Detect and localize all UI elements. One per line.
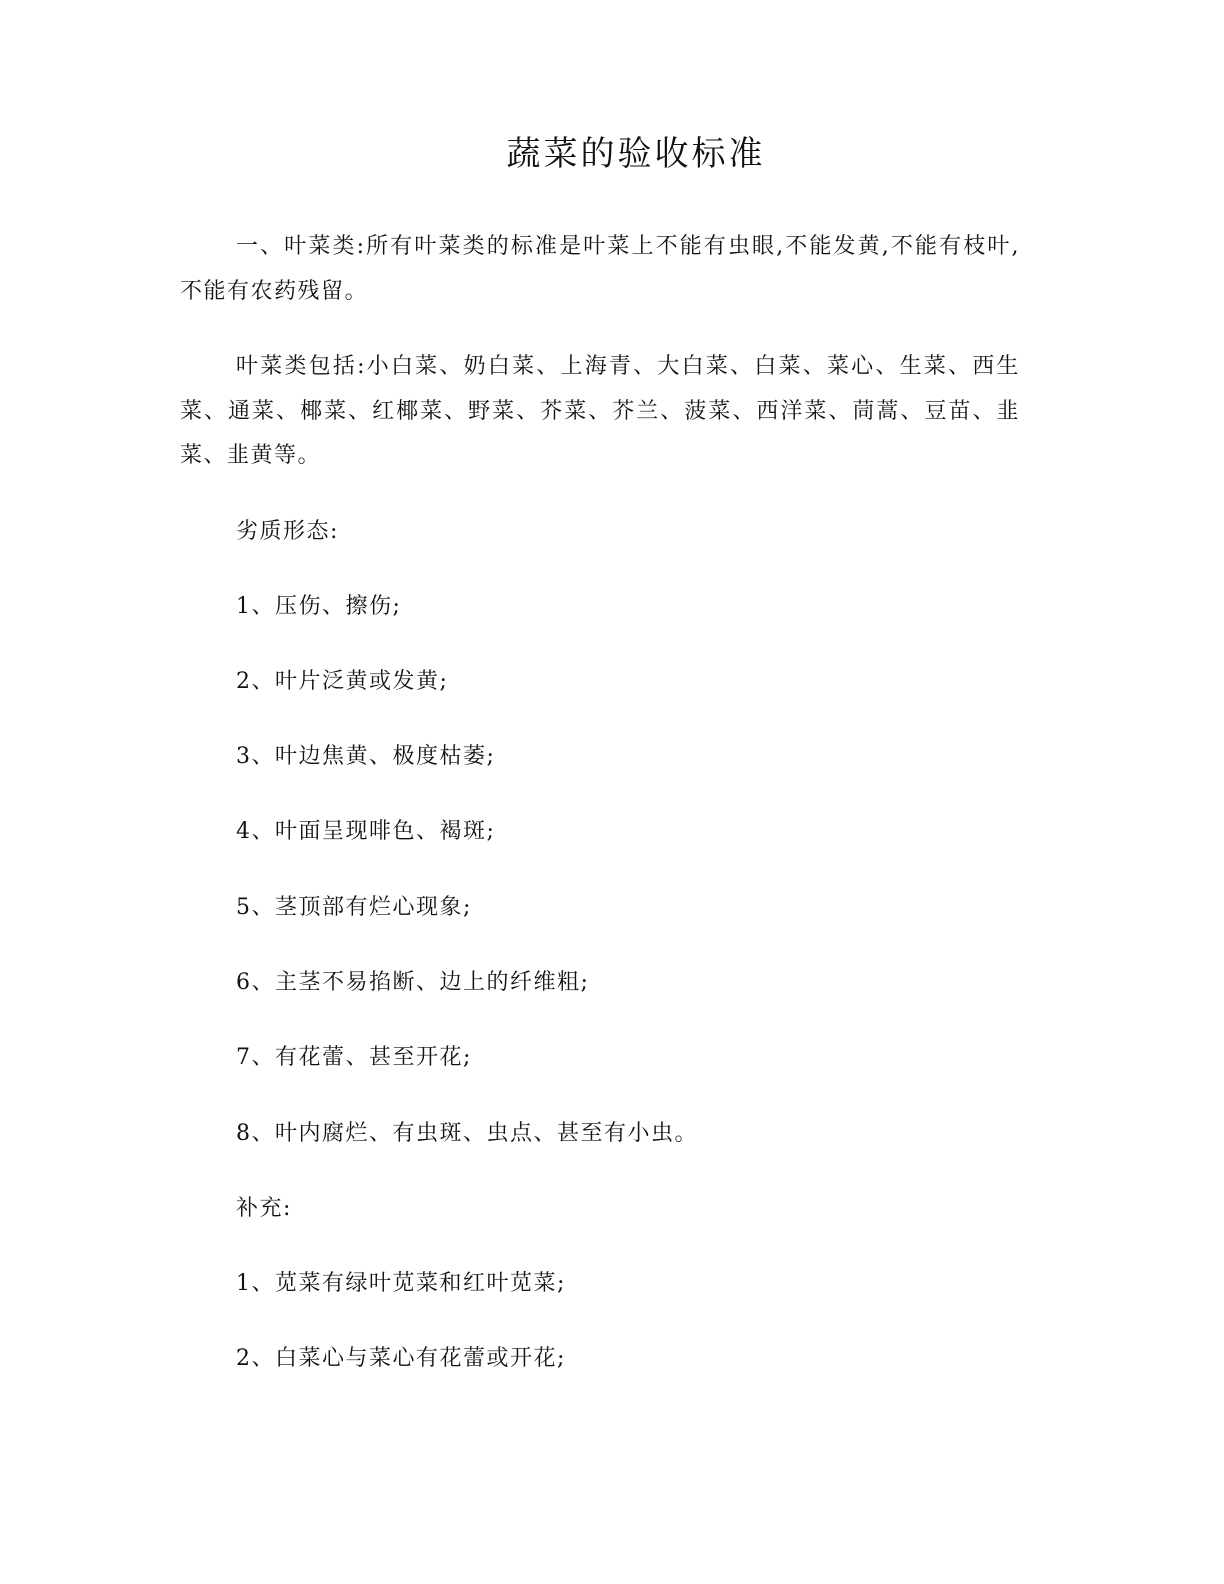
defect-item: 6、主茎不易掐断、边上的纤维粗; [236, 970, 590, 995]
supplement-heading: 补充: [236, 1196, 292, 1221]
defect-item: 5、茎顶部有烂心现象; [236, 895, 472, 920]
defect-item: 8、叶内腐烂、有虫斑、虫点、甚至有小虫。 [236, 1121, 698, 1146]
intro-paragraph: 一、叶菜类:所有叶菜类的标准是叶菜上不能有虫眼,不能发黄,不能有枝叶,不能有农药残留。 [180, 234, 1020, 304]
defect-item: 4、叶面呈现啡色、褐斑; [236, 819, 496, 844]
supplement-item: 2、白菜心与菜心有花蕾或开花; [236, 1346, 566, 1371]
defect-item: 1、压伤、擦伤; [236, 594, 402, 619]
document-title: 蔬菜的验收标准 [506, 134, 766, 174]
defect-item: 2、叶片泛黄或发黄; [236, 669, 449, 694]
defect-item: 3、叶边焦黄、极度枯萎; [236, 744, 496, 769]
defects-heading: 劣质形态: [236, 519, 339, 544]
includes-paragraph: 叶菜类包括:小白菜、奶白菜、上海青、大白菜、白菜、菜心、生菜、西生菜、通菜、椰菜、红椰菜、野菜、芥菜、芥兰、菠菜、西洋菜、茼蒿、豆苗、韭菜、韭黄等。 [180, 354, 1020, 468]
supplement-item: 1、苋菜有绿叶苋菜和红叶苋菜; [236, 1271, 566, 1296]
defect-item: 7、有花蕾、甚至开花; [236, 1045, 472, 1070]
